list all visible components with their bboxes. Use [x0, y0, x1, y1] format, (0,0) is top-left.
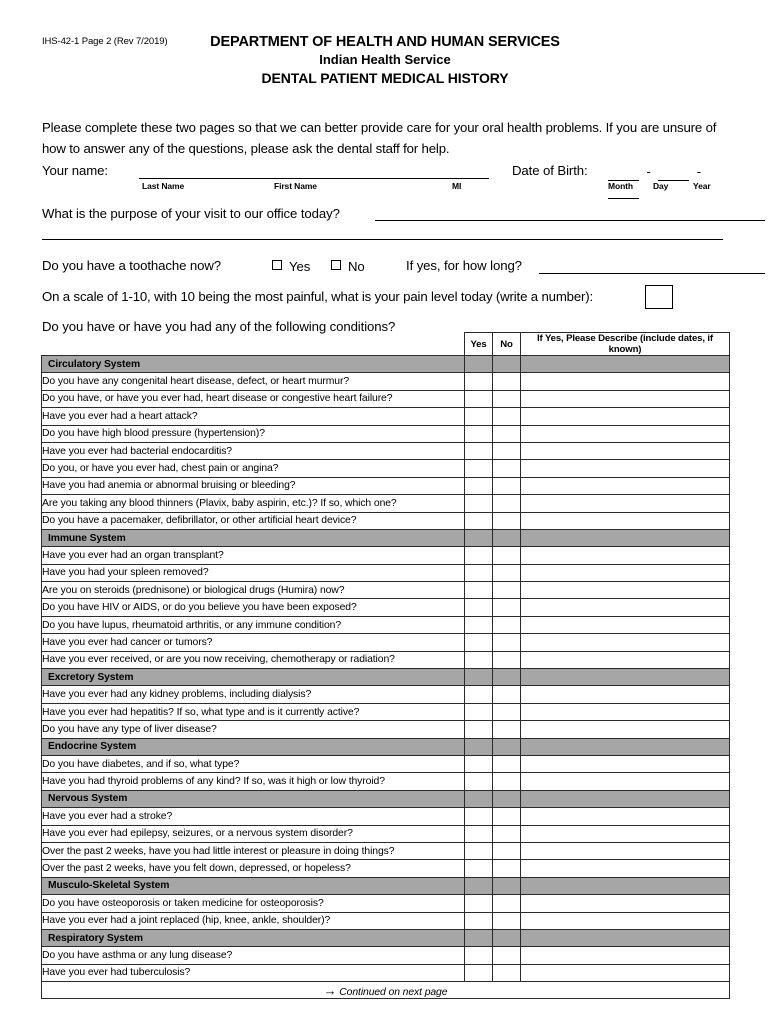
section-describe-cell [521, 790, 730, 807]
answer-no-cell[interactable] [493, 442, 521, 459]
answer-no-cell[interactable] [493, 825, 521, 842]
answer-describe-cell[interactable] [521, 390, 730, 407]
answer-no-cell[interactable] [493, 582, 521, 599]
question-text: Do you have any type of liver disease? [42, 721, 465, 738]
section-title: Endocrine System [42, 738, 465, 755]
table-row [42, 373, 730, 390]
answer-describe-cell[interactable] [521, 842, 730, 859]
answer-no-cell[interactable] [493, 408, 521, 425]
answer-describe-cell[interactable] [521, 773, 730, 790]
column-header-yes: Yes [465, 333, 493, 356]
answer-describe-cell[interactable] [521, 616, 730, 633]
table-row [42, 460, 730, 477]
conditions-table-head [42, 333, 730, 356]
question-text: Have you ever had any kidney problems, including dialysis? [42, 686, 465, 703]
answer-describe-cell[interactable] [521, 686, 730, 703]
answer-describe-cell[interactable] [521, 651, 730, 668]
answer-no-cell[interactable] [493, 964, 521, 981]
answer-yes-cell[interactable] [465, 721, 493, 738]
answer-describe-cell[interactable] [521, 582, 730, 599]
question-text: Over the past 2 weeks, have you felt down, depressed, or hopeless? [42, 860, 465, 877]
question-text: Have you ever had a joint replaced (hip, knee, ankle, shoulder)? [42, 912, 465, 929]
table-row [42, 755, 730, 772]
question-text: Have you ever had a stroke? [42, 808, 465, 825]
title-service: Indian Health Service [319, 52, 451, 67]
section-header-row [42, 738, 730, 755]
section-no-cell [493, 356, 521, 373]
answer-yes-cell[interactable] [465, 495, 493, 512]
caption-first-name: First Name [274, 181, 317, 191]
section-describe-cell [521, 356, 730, 373]
table-row [42, 947, 730, 964]
section-header-row [42, 529, 730, 546]
answer-no-cell[interactable] [493, 808, 521, 825]
answer-yes-cell[interactable] [465, 860, 493, 877]
answer-describe-cell[interactable] [521, 825, 730, 842]
table-row [42, 912, 730, 929]
answer-no-cell[interactable] [493, 547, 521, 564]
answer-no-cell[interactable] [493, 895, 521, 912]
table-row [42, 895, 730, 912]
section-header-row [42, 929, 730, 946]
section-yes-cell [465, 669, 493, 686]
table-row [42, 721, 730, 738]
answer-no-cell[interactable] [493, 755, 521, 772]
table-row [42, 582, 730, 599]
answer-describe-cell[interactable] [521, 460, 730, 477]
section-yes-cell [465, 929, 493, 946]
section-yes-cell [465, 356, 493, 373]
section-describe-cell [521, 877, 730, 894]
answer-yes-cell[interactable] [465, 373, 493, 390]
dob-month-input[interactable] [608, 166, 639, 181]
header-spacer [42, 333, 465, 356]
table-row [42, 564, 730, 581]
name-row [42, 163, 732, 197]
answer-describe-cell[interactable] [521, 895, 730, 912]
answer-yes-cell[interactable] [465, 773, 493, 790]
answer-no-cell[interactable] [493, 460, 521, 477]
answer-describe-cell[interactable] [521, 912, 730, 929]
checkbox-icon [331, 260, 341, 270]
purpose-question: What is the purpose of your visit to our office today? [42, 206, 340, 221]
answer-describe-cell[interactable] [521, 547, 730, 564]
name-input-line[interactable] [139, 178, 489, 179]
answer-describe-cell[interactable] [521, 755, 730, 772]
answer-no-cell[interactable] [493, 616, 521, 633]
title-form: DENTAL PATIENT MEDICAL HISTORY [261, 70, 509, 86]
table-row [42, 477, 730, 494]
table-row [42, 842, 730, 859]
answer-no-cell[interactable] [493, 564, 521, 581]
toothache-no-label: No [348, 259, 365, 274]
answer-yes-cell[interactable] [465, 477, 493, 494]
conditions-table [41, 332, 730, 999]
column-header-describe: If Yes, Please Describe (include dates, if known) [521, 333, 730, 356]
continued-label: Continued on next page [339, 986, 448, 998]
checkbox-icon [272, 260, 282, 270]
answer-no-cell[interactable] [493, 599, 521, 616]
table-row [42, 825, 730, 842]
answer-describe-cell[interactable] [521, 425, 730, 442]
answer-yes-cell[interactable] [465, 460, 493, 477]
section-title: Circulatory System [42, 356, 465, 373]
question-text: Have you ever had an organ transplant? [42, 547, 465, 564]
answer-no-cell[interactable] [493, 703, 521, 720]
section-no-cell [493, 929, 521, 946]
question-text: Over the past 2 weeks, have you had little interest or pleasure in doing things? [42, 842, 465, 859]
answer-describe-cell[interactable] [521, 442, 730, 459]
answer-yes-cell[interactable] [465, 634, 493, 651]
answer-describe-cell[interactable] [521, 721, 730, 738]
caption-last-name: Last Name [142, 181, 185, 191]
answer-describe-cell[interactable] [521, 495, 730, 512]
answer-no-cell[interactable] [493, 686, 521, 703]
table-row [42, 390, 730, 407]
question-text: Do you have diabetes, and if so, what type? [42, 755, 465, 772]
purpose-input-line-2[interactable] [42, 239, 723, 240]
pain-level-input[interactable] [645, 285, 673, 309]
question-text: Have you ever had tuberculosis? [42, 964, 465, 981]
section-no-cell [493, 669, 521, 686]
form-code: IHS-42-1 Page 2 (Rev 7/2019) [42, 36, 168, 47]
answer-yes-cell[interactable] [465, 703, 493, 720]
section-title: Respiratory System [42, 929, 465, 946]
answer-describe-cell[interactable] [521, 703, 730, 720]
answer-describe-cell[interactable] [521, 564, 730, 581]
conditions-table-body [42, 356, 730, 999]
table-header-row [42, 333, 730, 356]
answer-yes-cell[interactable] [465, 947, 493, 964]
caption-month: Month [608, 181, 633, 191]
answer-yes-cell[interactable] [465, 651, 493, 668]
table-row [42, 599, 730, 616]
table-row [42, 547, 730, 564]
answer-no-cell[interactable] [493, 425, 521, 442]
answer-no-cell[interactable] [493, 495, 521, 512]
column-header-no: No [493, 333, 521, 356]
question-text: Do you have osteoporosis or taken medicine for osteoporosis? [42, 895, 465, 912]
section-describe-cell [521, 929, 730, 946]
answer-describe-cell[interactable] [521, 599, 730, 616]
question-text: Do you have high blood pressure (hypertension)? [42, 425, 465, 442]
question-text: Do you have HIV or AIDS, or do you believe you have been exposed? [42, 599, 465, 616]
answer-describe-cell[interactable] [521, 964, 730, 981]
question-text: Do you have any congenital heart disease, defect, or heart murmur? [42, 373, 465, 390]
answer-no-cell[interactable] [493, 912, 521, 929]
answer-no-cell[interactable] [493, 842, 521, 859]
question-text: Do you have, or have you ever had, heart disease or congestive heart failure? [42, 390, 465, 407]
table-row [42, 808, 730, 825]
caption-year: Year [693, 181, 711, 191]
purpose-row [42, 205, 732, 223]
section-describe-cell [521, 738, 730, 755]
section-header-row [42, 790, 730, 807]
answer-yes-cell[interactable] [465, 547, 493, 564]
dob-dash-1: - [646, 164, 651, 179]
toothache-question: Do you have a toothache now? [42, 258, 222, 273]
title-department: DEPARTMENT OF HEALTH AND HUMAN SERVICES [210, 34, 560, 50]
section-title: Musculo-Skeletal System [42, 877, 465, 894]
question-text: Do you have lupus, rheumatoid arthritis, or any immune condition? [42, 616, 465, 633]
answer-yes-cell[interactable] [465, 895, 493, 912]
question-text: Have you ever had a heart attack? [42, 408, 465, 425]
section-header-row [42, 877, 730, 894]
answer-yes-cell[interactable] [465, 842, 493, 859]
answer-describe-cell[interactable] [521, 373, 730, 390]
answer-describe-cell[interactable] [521, 408, 730, 425]
section-title: Nervous System [42, 790, 465, 807]
intro-paragraph: Please complete these two pages so that we can better provide care for your oral health problems. If you are unsure of how to answer any of the questions, please ask the dental staff for help. [42, 120, 717, 156]
table-row [42, 634, 730, 651]
answer-describe-cell[interactable] [521, 808, 730, 825]
table-row [42, 495, 730, 512]
table-row [42, 964, 730, 981]
section-yes-cell [465, 529, 493, 546]
answer-yes-cell[interactable] [465, 808, 493, 825]
table-footer-row [42, 982, 730, 999]
dob-day-input[interactable] [658, 166, 689, 181]
table-row [42, 425, 730, 442]
answer-no-cell[interactable] [493, 477, 521, 494]
table-row [42, 773, 730, 790]
answer-no-cell[interactable] [493, 390, 521, 407]
question-text: Do you have a pacemaker, defibrillator, or other artificial heart device? [42, 512, 465, 529]
answer-describe-cell[interactable] [521, 477, 730, 494]
answer-yes-cell[interactable] [465, 512, 493, 529]
answer-yes-cell[interactable] [465, 425, 493, 442]
question-text: Have you ever had hepatitis? If so, what type and is it currently active? [42, 703, 465, 720]
question-text: Have you ever received, or are you now receiving, chemotherapy or radiation? [42, 651, 465, 668]
question-text: Do you have asthma or any lung disease? [42, 947, 465, 964]
question-text: Are you taking any blood thinners (Plavix, baby aspirin, etc.)? If so, which one? [42, 495, 465, 512]
pain-scale-question: On a scale of 1-10, with 10 being the most painful, what is your pain level today (write a number): [42, 289, 594, 304]
section-describe-cell [521, 529, 730, 546]
toothache-yes-label: Yes [289, 259, 311, 274]
conditions-table-wrapper [41, 332, 729, 999]
answer-no-cell[interactable] [493, 773, 521, 790]
answer-yes-cell[interactable] [465, 442, 493, 459]
conditions-heading: Do you have or have you had any of the following conditions? [42, 319, 396, 334]
table-row [42, 616, 730, 633]
answer-yes-cell[interactable] [465, 755, 493, 772]
purpose-input-line-1[interactable] [375, 220, 765, 221]
answer-yes-cell[interactable] [465, 825, 493, 842]
answer-yes-cell[interactable] [465, 564, 493, 581]
answer-yes-cell[interactable] [465, 390, 493, 407]
question-text: Have you ever had bacterial endocarditis? [42, 442, 465, 459]
table-row [42, 703, 730, 720]
table-row [42, 408, 730, 425]
question-text: Have you had thyroid problems of any kind? If so, was it high or low thyroid? [42, 773, 465, 790]
section-header-row [42, 356, 730, 373]
question-text: Have you had anemia or abnormal bruising or bleeding? [42, 477, 465, 494]
section-header-row [42, 669, 730, 686]
section-yes-cell [465, 790, 493, 807]
answer-yes-cell[interactable] [465, 686, 493, 703]
section-yes-cell [465, 738, 493, 755]
question-text: Have you ever had epilepsy, seizures, or a nervous system disorder? [42, 825, 465, 842]
table-row [42, 860, 730, 877]
question-text: Have you ever had cancer or tumors? [42, 634, 465, 651]
answer-yes-cell[interactable] [465, 964, 493, 981]
table-row [42, 651, 730, 668]
date-of-birth-label: Date of Birth: [512, 163, 588, 178]
table-row [42, 686, 730, 703]
answer-no-cell[interactable] [493, 373, 521, 390]
answer-yes-cell[interactable] [465, 616, 493, 633]
answer-no-cell[interactable] [493, 651, 521, 668]
caption-day: Day [653, 181, 669, 191]
question-text: Have you had your spleen removed? [42, 564, 465, 581]
section-no-cell [493, 877, 521, 894]
continued-footer [42, 982, 730, 999]
answer-yes-cell[interactable] [465, 408, 493, 425]
question-text: Do you, or have you ever had, chest pain or angina? [42, 460, 465, 477]
caption-middle-initial: MI [452, 181, 462, 191]
your-name-label: Your name: [42, 163, 108, 178]
section-title: Excretory System [42, 669, 465, 686]
answer-yes-cell[interactable] [465, 582, 493, 599]
section-no-cell [493, 738, 521, 755]
section-yes-cell [465, 877, 493, 894]
document-titles [0, 33, 770, 88]
answer-no-cell[interactable] [493, 634, 521, 651]
section-title: Immune System [42, 529, 465, 546]
answer-no-cell[interactable] [493, 947, 521, 964]
answer-describe-cell[interactable] [521, 860, 730, 877]
table-row [42, 512, 730, 529]
answer-no-cell[interactable] [493, 721, 521, 738]
section-no-cell [493, 529, 521, 546]
toothache-no-checkbox[interactable] [331, 259, 365, 274]
answer-describe-cell[interactable] [521, 634, 730, 651]
dob-dash-2: - [696, 164, 702, 179]
answer-no-cell[interactable] [493, 512, 521, 529]
question-text: Are you on steroids (prednisone) or biological drugs (Humira) now? [42, 582, 465, 599]
toothache-duration-input[interactable] [539, 273, 765, 274]
arrow-right-icon: → [323, 982, 337, 998]
answer-yes-cell[interactable] [465, 912, 493, 929]
answer-describe-cell[interactable] [521, 947, 730, 964]
answer-no-cell[interactable] [493, 860, 521, 877]
section-describe-cell [521, 669, 730, 686]
answer-yes-cell[interactable] [465, 599, 493, 616]
toothache-duration-label: If yes, for how long? [406, 258, 522, 273]
toothache-yes-checkbox[interactable] [272, 259, 310, 274]
table-row [42, 442, 730, 459]
section-no-cell [493, 790, 521, 807]
answer-describe-cell[interactable] [521, 512, 730, 529]
